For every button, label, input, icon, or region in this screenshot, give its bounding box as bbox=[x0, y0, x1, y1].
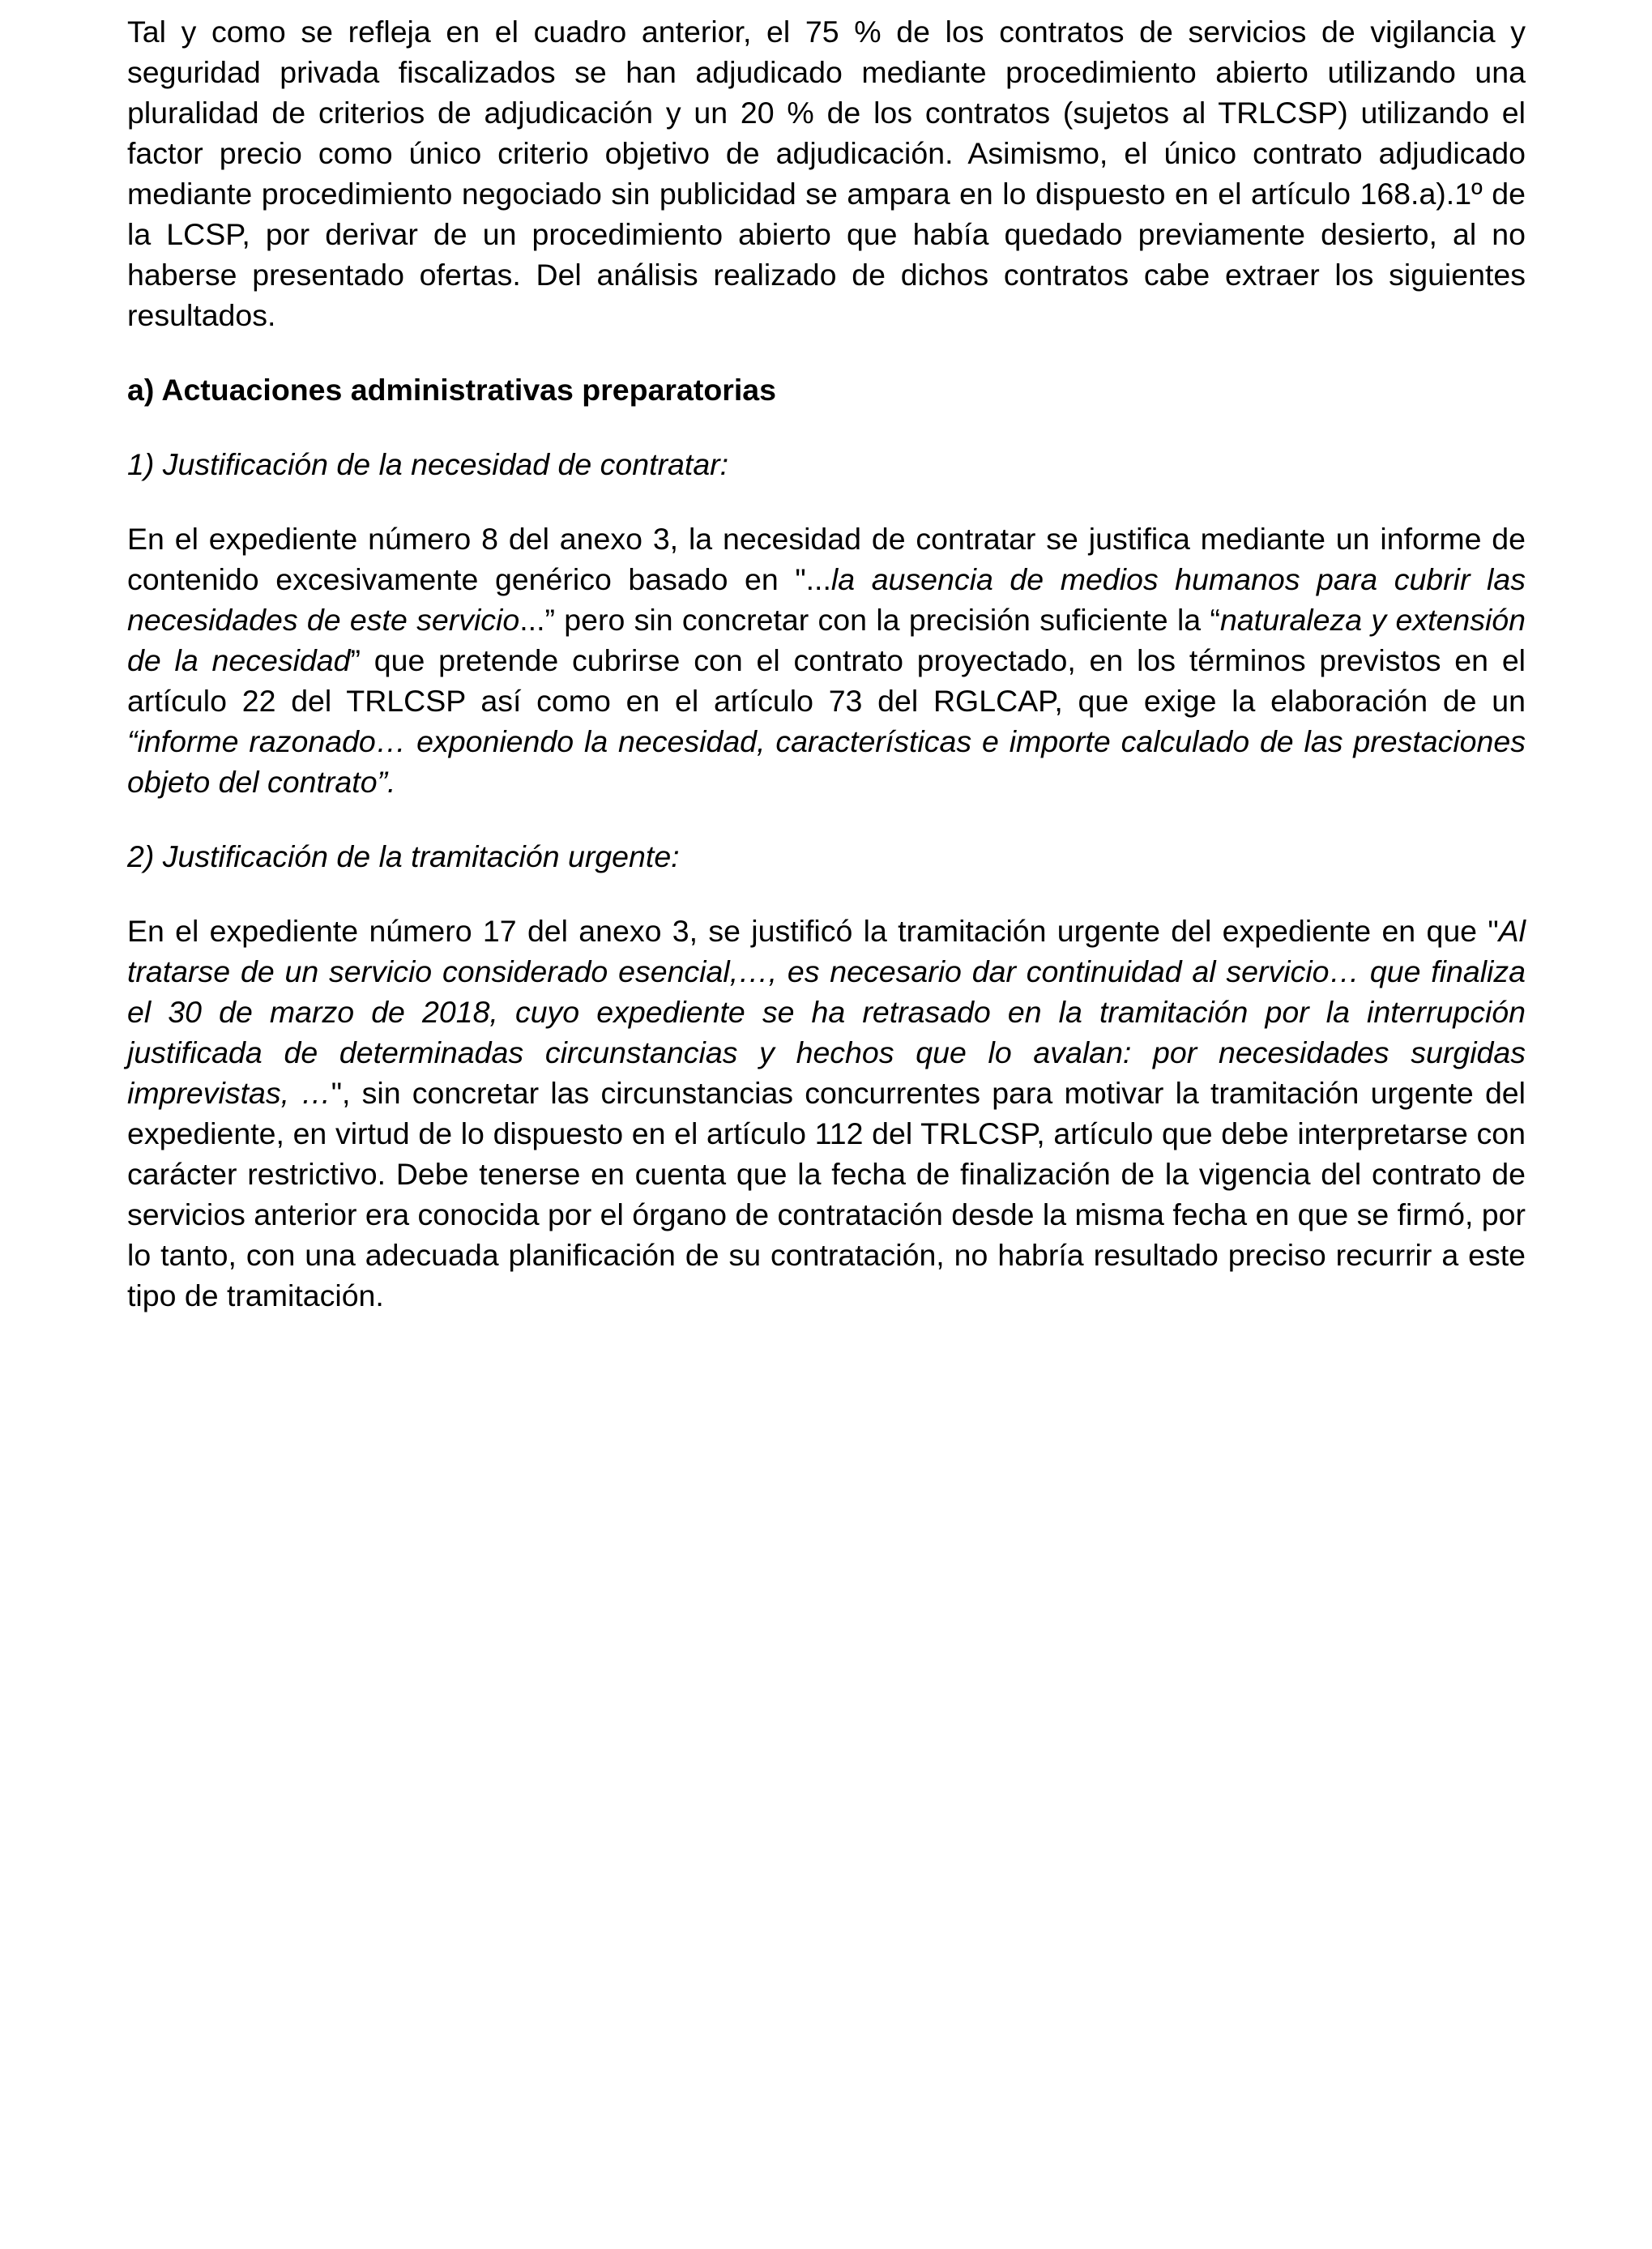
intro-paragraph: Tal y como se refleja en el cuadro anterior, el 75 % de los contratos de servicios de vigilancia y seguridad privada fiscalizados se han adjudicado mediante procedimiento abierto utilizando una pluralidad de criterios de adjudicación y un 20 % de los contratos (sujetos al TRLCSP) utilizando el factor precio como único criterio objetivo de adjudicación. Asimismo, el único contrato adjudicado mediante procedimiento negociado sin publicidad se ampara en lo dispuesto en el artículo 168.a).1º de la LCSP, por derivar de un procedimiento abierto que había quedado previamente desierto, al no haberse presentado ofertas. Del análisis realizado de dichos contratos cabe extraer los siguientes resultados. bbox=[127, 15, 1526, 332]
quote-run: “informe razonado… exponiendo la necesidad, características e importe calculado de las prestaciones objeto del contrato”. bbox=[127, 724, 1526, 799]
text-run: En el expediente número 8 del anexo 3, la necesidad de contratar se justifica mediante un informe de contenido excesivamente genérico basado en "... bbox=[127, 522, 1526, 596]
text-run: En el expediente número 17 del anexo 3, se justificó la tramitación urgente del expediente en que " bbox=[127, 914, 1499, 948]
subsection-2-title: 2) Justificación de la tramitación urgente: bbox=[127, 839, 680, 873]
text-run: ", sin concretar las circunstancias concurrentes para motivar la tramitación urgente del expediente, en virtud de lo dispuesto en el artículo 112 del TRLCSP, artículo que debe interpretarse con carácter restrictivo. Debe tenerse en cuenta que la fecha de finalización de la vigencia del contrato de servicios anterior era conocida por el órgano de contratación desde la misma fecha en que se firmó, por lo tanto, con una adecuada planificación de su contratación, no habría resultado preciso recurrir a este tipo de tramitación. bbox=[127, 1076, 1526, 1312]
subsection-2-paragraph bbox=[127, 911, 1526, 1316]
text-run: ” que pretende cubrirse con el contrato proyectado, en los términos previstos en el artículo 22 del TRLCSP así como en el artículo 73 del RGLCAP, que exige la elaboración de un bbox=[127, 643, 1526, 718]
quote-run: naturaleza y extensión de la necesidad bbox=[127, 603, 1526, 677]
subsection-1-title: 1) Justificación de la necesidad de contratar: bbox=[127, 447, 729, 481]
section-heading: a) Actuaciones administrativas preparatorias bbox=[127, 373, 776, 407]
document-page bbox=[127, 11, 1526, 1316]
quote-run: Al tratarse de un servicio considerado esencial,…, es necesario dar continuidad al servicio… que finaliza el 30 de marzo de 2018, cuyo expediente se ha retrasado en la tramitación por la interrupción justificada de determinadas circunstancias y hechos que lo avalan: por necesidades surgidas imprevistas, … bbox=[127, 914, 1526, 1110]
text-run: ...” pero sin concretar con la precisión suficiente la “ bbox=[519, 603, 1220, 637]
quote-run: la ausencia de medios humanos para cubrir las necesidades de este servicio bbox=[127, 562, 1526, 637]
subsection-1-paragraph bbox=[127, 519, 1526, 802]
